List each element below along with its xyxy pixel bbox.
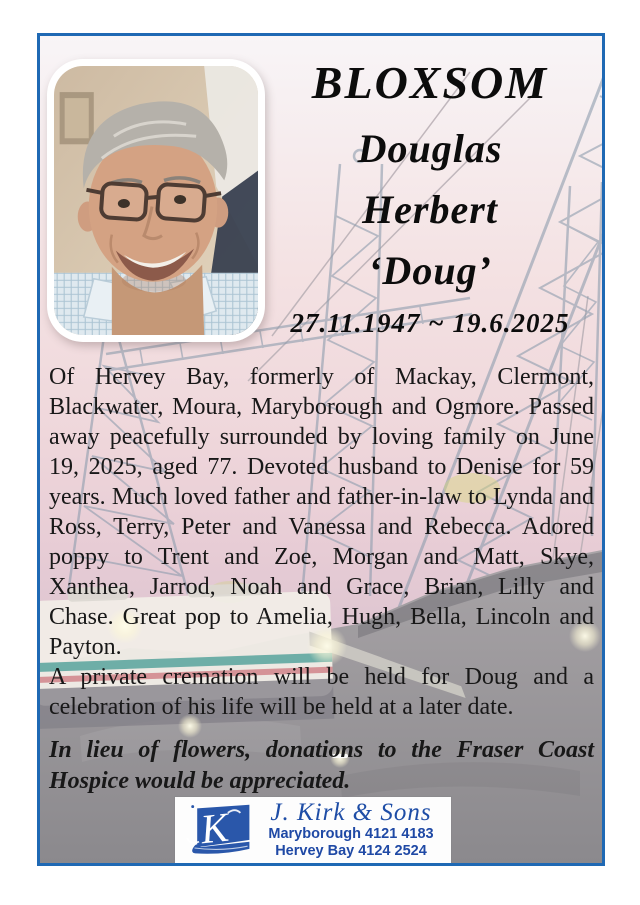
- life-dates: 27.11.1947 ~ 19.6.2025: [290, 308, 570, 338]
- funeral-home-monogram-icon: [181, 801, 253, 859]
- funeral-home-name: J. Kirk & Sons: [270, 799, 432, 826]
- deceased-name-header: [262, 56, 598, 341]
- obituary-paragraph-main: Of Hervey Bay, formerly of Mackay, Clermont, Blackwater, Moura, Maryborough and Ogmore. Passed away peacefully surrounded by loving family on June 19, 2025, aged 77. Devoted husband to Denise for 59 years. Much loved father and father-in-law to Lynda and Ross, Terry, Peter and Vanessa and Rebecca. Adored poppy to Trent and Zoe, Morgan and Matt, Skye, Xanthea, Jarrod, Noah and Grace, Brian, Lilly and Chase. Great pop to Amelia, Hugh, Bella, Lincoln and Payton.: [49, 364, 594, 660]
- given-names: [262, 118, 598, 301]
- given-name-line-2: Herbert: [362, 187, 498, 232]
- portrait-photo: [54, 66, 258, 335]
- obituary-text: [49, 362, 594, 797]
- photo-frame: [47, 59, 265, 342]
- memorial-card: [37, 33, 605, 866]
- given-name-line-1: Douglas: [357, 126, 503, 171]
- nickname: ‘Doug’: [368, 248, 492, 293]
- portrait-illustration: [54, 66, 258, 335]
- phone-maryborough: Maryborough 4121 4183: [268, 826, 434, 842]
- funeral-home-contact: [257, 800, 445, 860]
- phone-hervey-bay: Hervey Bay 4124 2524: [275, 843, 427, 859]
- surname: BLOXSOM: [311, 57, 549, 108]
- funeral-home-box: [175, 797, 451, 863]
- svg-text:K: K: [198, 803, 231, 853]
- obituary-paragraph-cremation: A private cremation will be held for Doug and a celebration of his life will be held at a later date.: [49, 664, 594, 720]
- flowers-donation-note: In lieu of flowers, donations to the Fraser Coast Hospice would be appreciated.: [49, 737, 594, 794]
